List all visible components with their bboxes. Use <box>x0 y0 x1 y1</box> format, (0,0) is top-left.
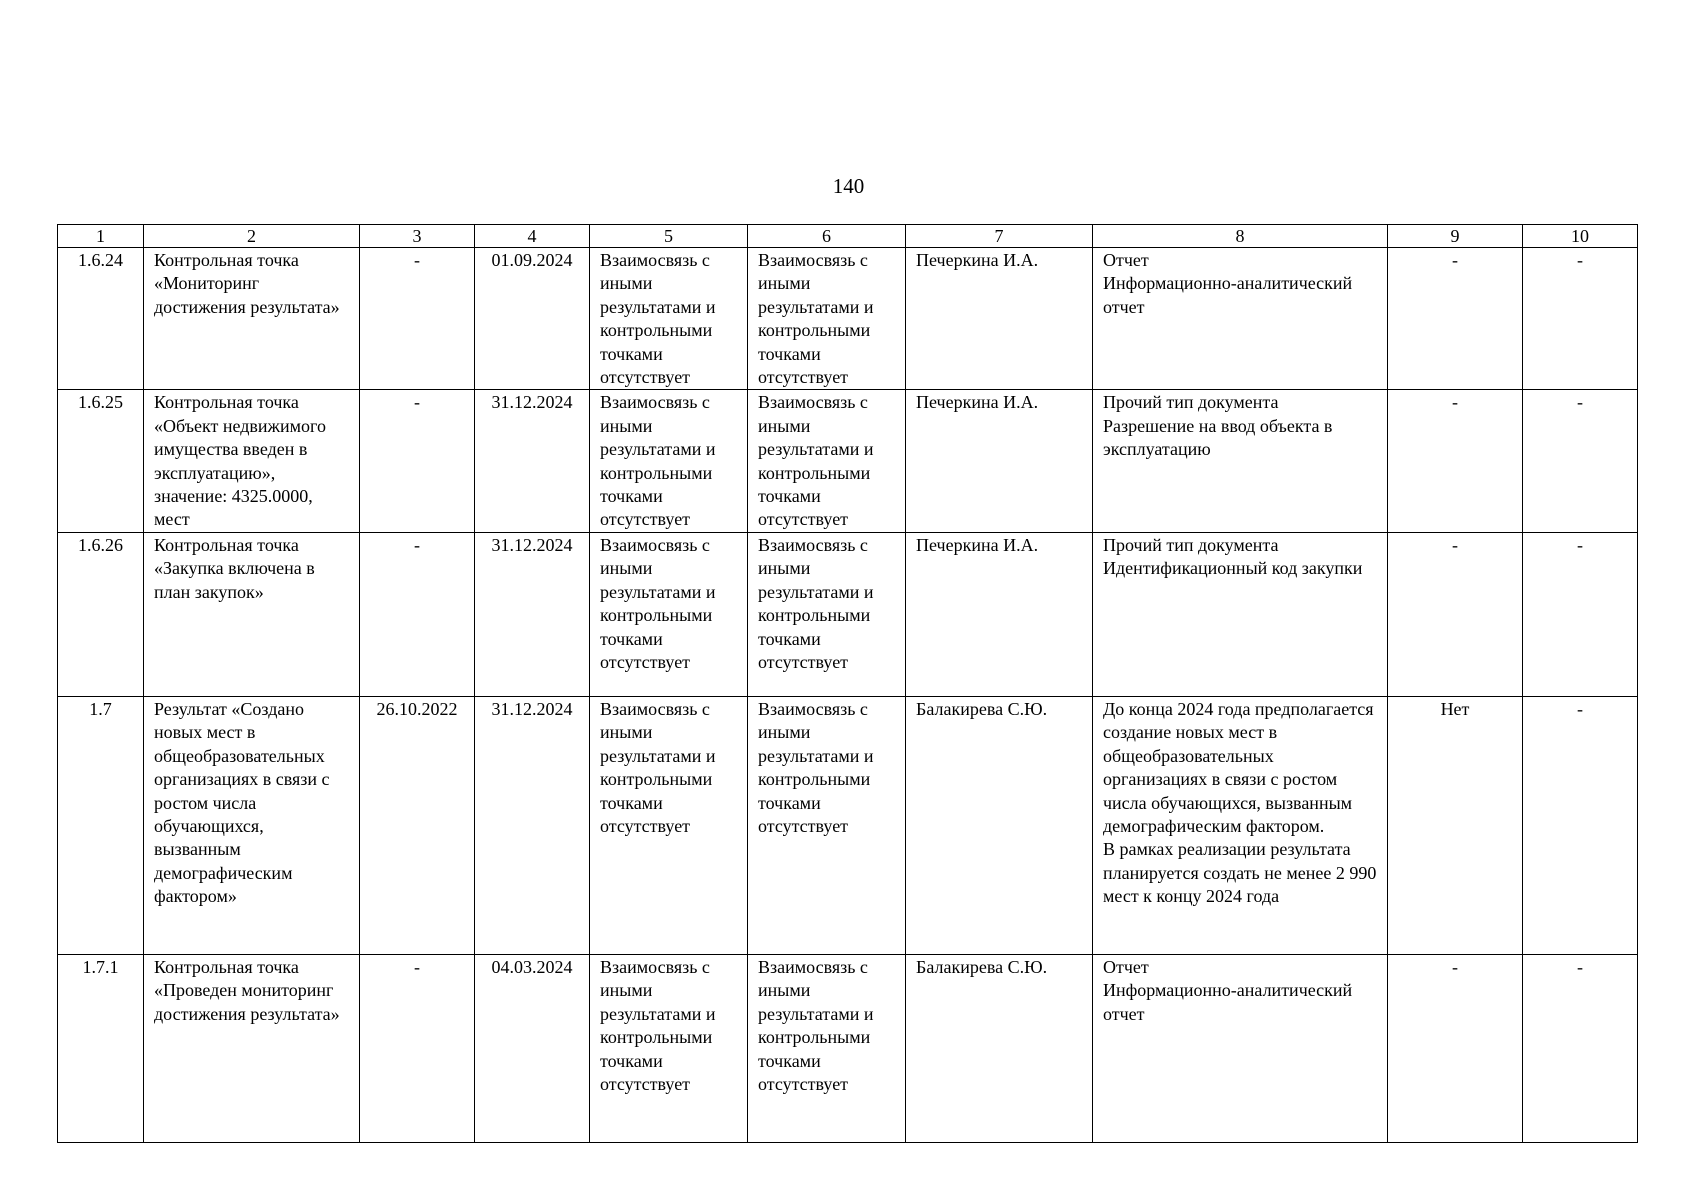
table-row <box>58 532 1638 696</box>
cell-number: 1.6.24 <box>58 248 144 390</box>
column-header: 6 <box>748 225 906 248</box>
cell-responsible: Печеркина И.А. <box>906 532 1093 696</box>
column-header: 9 <box>1388 225 1523 248</box>
cell-name: Контрольная точка «Мониторинг достижения результата» <box>144 248 360 390</box>
cell-document: Отчет Информационно-аналитический отчет <box>1093 248 1388 390</box>
cell-number: 1.6.25 <box>58 390 144 532</box>
column-header: 10 <box>1523 225 1638 248</box>
table-row <box>58 954 1638 1142</box>
cell-responsible: Печеркина И.А. <box>906 390 1093 532</box>
cell-responsible: Балакирева С.Ю. <box>906 954 1093 1142</box>
cell-col10: - <box>1523 248 1638 390</box>
cell-document: Прочий тип документа Разрешение на ввод объекта в эксплуатацию <box>1093 390 1388 532</box>
cell-end-date: 31.12.2024 <box>475 532 590 696</box>
table-row <box>58 248 1638 390</box>
cell-start-date: - <box>360 248 475 390</box>
cell-number: 1.7.1 <box>58 954 144 1142</box>
cell-responsible: Балакирева С.Ю. <box>906 696 1093 954</box>
cell-end-date: 31.12.2024 <box>475 696 590 954</box>
cell-name: Контрольная точка «Закупка включена в план закупок» <box>144 532 360 696</box>
cell-col10: - <box>1523 696 1638 954</box>
cell-start-date: - <box>360 532 475 696</box>
cell-col10: - <box>1523 390 1638 532</box>
table-header-row <box>58 225 1638 248</box>
cell-link-next: Взаимосвязь с иными результатами и контрольными точками отсутствует <box>748 390 906 532</box>
cell-col9: Нет <box>1388 696 1523 954</box>
column-header: 1 <box>58 225 144 248</box>
cell-col9: - <box>1388 390 1523 532</box>
column-header: 2 <box>144 225 360 248</box>
cell-name: Контрольная точка «Объект недвижимого имущества введен в эксплуатацию», значение: 4325.0000, мест <box>144 390 360 532</box>
cell-link-prev: Взаимосвязь с иными результатами и контрольными точками отсутствует <box>590 532 748 696</box>
cell-link-prev: Взаимосвязь с иными результатами и контрольными точками отсутствует <box>590 390 748 532</box>
table-row <box>58 696 1638 954</box>
cell-col10: - <box>1523 954 1638 1142</box>
table-row <box>58 390 1638 532</box>
cell-number: 1.6.26 <box>58 532 144 696</box>
column-header: 7 <box>906 225 1093 248</box>
cell-col10: - <box>1523 532 1638 696</box>
cell-link-prev: Взаимосвязь с иными результатами и контрольными точками отсутствует <box>590 954 748 1142</box>
cell-col9: - <box>1388 248 1523 390</box>
cell-document: Отчет Информационно-аналитический отчет <box>1093 954 1388 1142</box>
cell-name: Контрольная точка «Проведен мониторинг достижения результата» <box>144 954 360 1142</box>
cell-link-prev: Взаимосвязь с иными результатами и контрольными точками отсутствует <box>590 248 748 390</box>
column-header: 3 <box>360 225 475 248</box>
cell-link-next: Взаимосвязь с иными результатами и контрольными точками отсутствует <box>748 954 906 1142</box>
column-header: 5 <box>590 225 748 248</box>
cell-end-date: 04.03.2024 <box>475 954 590 1142</box>
plan-table <box>57 224 1638 1143</box>
cell-link-next: Взаимосвязь с иными результатами и контрольными точками отсутствует <box>748 696 906 954</box>
cell-name: Результат «Создано новых мест в общеобразовательных организациях в связи с ростом числа обучающихся, вызванным демографическим фактором» <box>144 696 360 954</box>
cell-start-date: - <box>360 390 475 532</box>
cell-link-next: Взаимосвязь с иными результатами и контрольными точками отсутствует <box>748 532 906 696</box>
cell-responsible: Печеркина И.А. <box>906 248 1093 390</box>
cell-document: До конца 2024 года предполагается создание новых мест в общеобразовательных организациях в связи с ростом числа обучающихся, вызванным демографическим фактором. В рамках реализации результата планируется создать не менее 2 990 мест к концу 2024 года <box>1093 696 1388 954</box>
cell-link-next: Взаимосвязь с иными результатами и контрольными точками отсутствует <box>748 248 906 390</box>
cell-link-prev: Взаимосвязь с иными результатами и контрольными точками отсутствует <box>590 696 748 954</box>
cell-document: Прочий тип документа Идентификационный код закупки <box>1093 532 1388 696</box>
cell-col9: - <box>1388 954 1523 1142</box>
cell-end-date: 01.09.2024 <box>475 248 590 390</box>
cell-col9: - <box>1388 532 1523 696</box>
cell-end-date: 31.12.2024 <box>475 390 590 532</box>
cell-number: 1.7 <box>58 696 144 954</box>
column-header: 4 <box>475 225 590 248</box>
page-number: 140 <box>832 174 865 198</box>
cell-start-date: 26.10.2022 <box>360 696 475 954</box>
column-header: 8 <box>1093 225 1388 248</box>
cell-start-date: - <box>360 954 475 1142</box>
